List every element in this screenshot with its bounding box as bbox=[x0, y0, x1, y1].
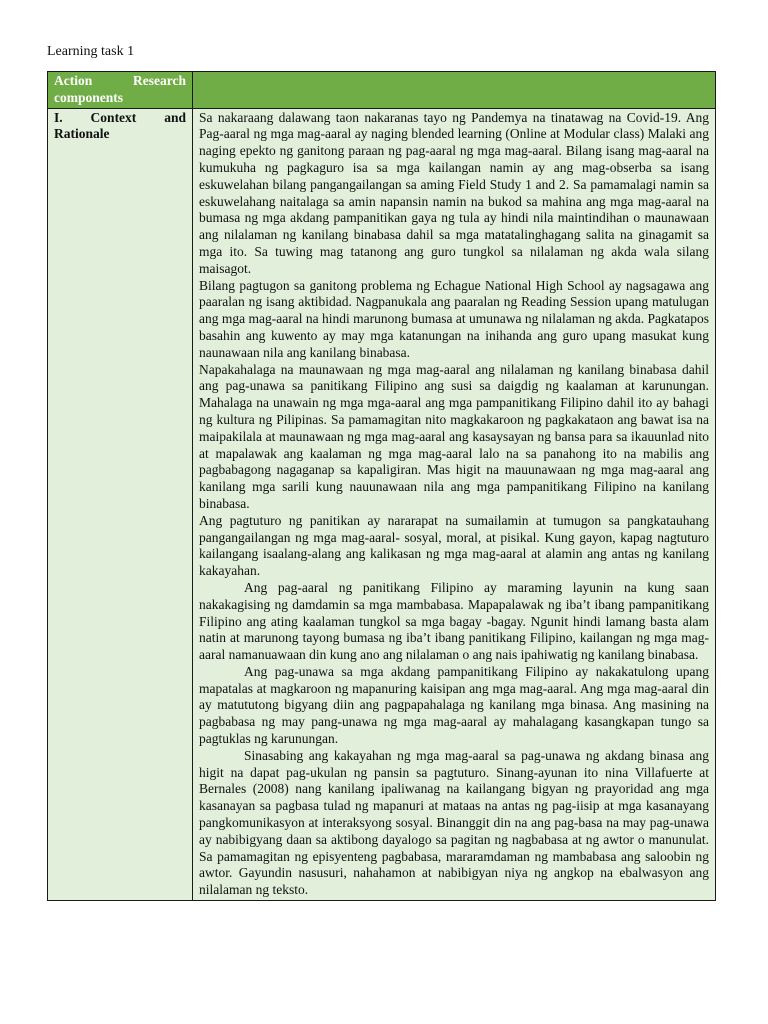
header-label-line2: components bbox=[54, 89, 124, 105]
page-title: Learning task 1 bbox=[47, 44, 135, 59]
paragraph: Sinasabing ang kakayahan ng mga mag-aaral sa pag-unawa ng akdang binasa ang higit na dapat pag-ukulan ng pansin sa pagtuturo. Sinang-ayunan ito nina Villafuerte at Bernales (2008) nang kanilang ipaliwanag na kailangang bigyan ng prayoridad ang mga kasanayan sa pagbasa tulad ng mapanuri at mataas na antas ng pag-iisip at mga kasanayang pangkomunikasyon at interaksyong sosyal. Binanggit din na ang pag-basa na may pag-unawa ay nabibigyang daan sa aktibong dayalogo sa pagitan ng nagbabasa at ng awtor o manunulat. Sa pamamagitan ng episyenteng pagbabasa, mararamdaman ng mambabasa ang saloobin ng awtor. Gayundin nasusuri, nahahamon at nabibigyan niya ng angkop na ebalwasyon ang nilalaman ng teksto. bbox=[199, 747, 709, 898]
paragraph: Bilang pagtugon sa ganitong problema ng Echague National High School ay nagsagawa ang paaralan ng isang aktibidad. Nagpanukala ang paaralan ng Reading Session upang matulugan ang mga mag-aaral na hindi marunong bumasa at umunawa ng nilalaman ng akda. Pagkatapos basahin ang kuwento ay may mga katanungan na inihanda ang guro upang masukat kung naunawaan nila ang kanilang binabasa. bbox=[199, 277, 709, 360]
paragraph: Ang pag-unawa sa mga akdang pampanitikang Filipino ay nakakatulong upang mapatalas at magkaroon ng mapanuring kaisipan ang mga mag-aaral. Ang mga mag-aaral din ay matututong bigyang diin ang pagpapahalaga ng kanilang mga binasa. Ang masining na pagbabasa ng may pang-unawa ng mga mag-aaral ay mahalagang kasangkapan tungo sa pagtuklas ng karunungan. bbox=[199, 663, 709, 747]
row-label-line1: I. Context and bbox=[54, 109, 186, 125]
paragraph: Sa nakaraang dalawang taon nakaranas tayo ng Pandemya na tinatawag na Covid-19. Ang Pag-aaral ng mga mag-aaral ay naging blended learning (Online at Modular class) Malaki ang naging epekto ng ganitong paraan ng pag-aaral ng mga mag-aaral. Bilang isang mag-aaral na kumukuha ng pagkaguro isa sa mga kailangan namin ay ang mag-obserba sa isang eskuwelahan bilang pangangailangan sa aming Field Study 1 and 2. Sa pamamalagi namin sa eskuwelahang naitalaga sa amin napansin namin na bukod sa mahina ang mga mag-aaral na bumasa ng mga akdang pampanitikan gaya ng tula ay hindi nila maintindihan o maunawaan ang nilalaman ng kanilang binabasa dahil sa mga matatalinghagang salita na ginagamit sa mga ito. Sa tuwing mag tatanong ang guro tungkol sa nilalaman ng akda wala silang maisagot. bbox=[199, 109, 709, 276]
action-research-table bbox=[47, 71, 716, 901]
paragraph: Ang pagtuturo ng panitikan ay nararapat na sumailamin at tumugon sa pangkatauhang pangangailangan ng mga mag-aaral- sosyal, moral, at pisikal. Kung gayon, kapag nagtuturo kailangang isaalang-alang ang kalikasan ng mga mag-aaral at alamin ang antas ng kanilang kakayahan. bbox=[199, 512, 709, 579]
paragraph: Ang pag-aaral ng panitikang Filipino ay maraming layunin na kung saan nakakagising ng damdamin sa mga mambabasa. Mapapalawak ng iba’t ibang pampanitikang Filipino ang ating kaalaman tungkol sa mga bagay -bagay. Ngunit hindi lamang basta alam natin at marunong tayong bumasa ng iba’t ibang panitikang Filipino, kailangan ng mga mag-aaral namanuawaan din kung ano ang nilalaman o ang nais ipahiwatig ng kanilang binabasa. bbox=[199, 579, 709, 663]
paragraph: Napakahalaga na maunawaan ng mga mag-aaral ang nilalaman ng kanilang binabasa dahil ang pag-unawa sa panitikang Filipino ang susi sa daigdig ng kaalaman at karunungan. Mahalaga na unawain ng mga mga-aaral ang mga pampanitikang Filipino dahil ito ay bahagi ng kultura ng Pilipinas. Sa pamamagitan nito magkakaroon ng pagkakataon ang bawat isa na maipakilala at maunawaan ng mga mag-aaral ang kasaysayan ng bansa para sa ikauunlad nito at mapalawak ang kaalaman ng mga mag-aaral lalo na sa panahong ito na mabilis ang pagbabagong nagaganap sa kapaligiran. Mas higit na mauunawaan ng mga mag-aaral ang kanilang mga sarili kung nauunawaan nila ang mga pampanitikang Filipino na kanilang binabasa. bbox=[199, 361, 709, 511]
row-content-cell bbox=[193, 108, 716, 900]
table-row bbox=[48, 108, 716, 900]
row-label-cell bbox=[48, 108, 193, 900]
header-label-line1: Action Research bbox=[54, 73, 186, 88]
header-cell-empty bbox=[193, 72, 716, 109]
row-label-line2: Rationale bbox=[54, 126, 110, 142]
table-header-row bbox=[48, 72, 716, 109]
header-cell-components bbox=[48, 72, 193, 109]
